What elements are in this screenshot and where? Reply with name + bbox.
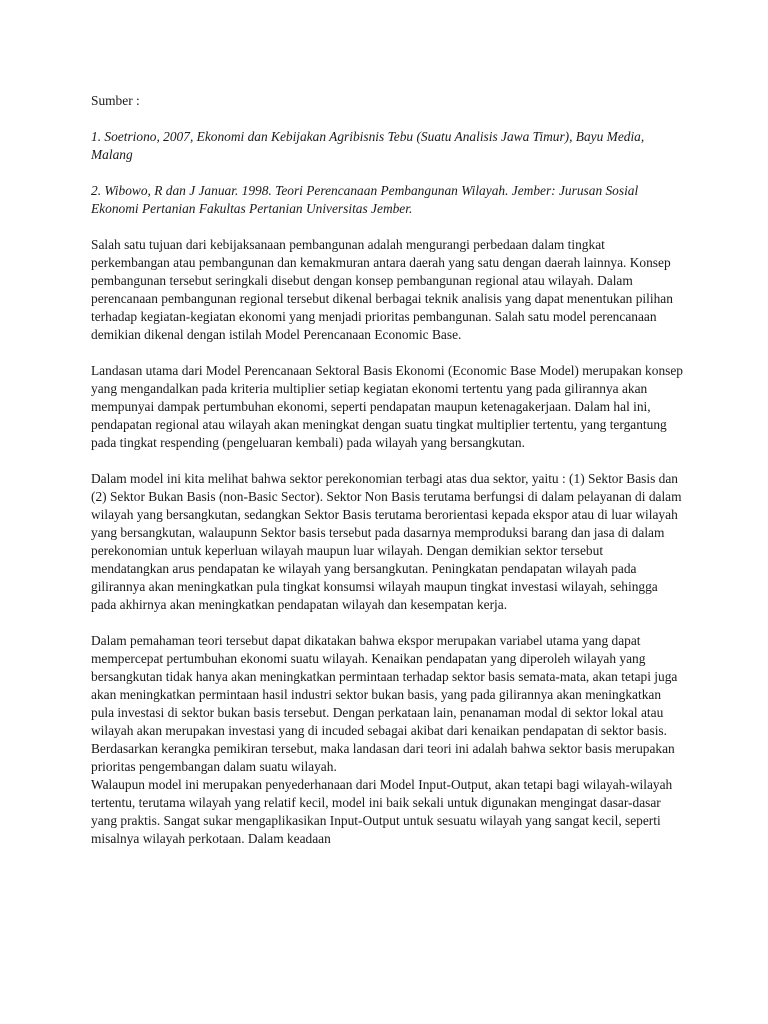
reference-2: 2. Wibowo, R dan J Januar. 1998. Teori Perencanaan Pembangunan Wilayah. Jember: Jurusan Sosial Ekonomi Pertanian Fakultas Pertanian Universitas Jember.	[91, 183, 639, 216]
paragraph-4: Dalam pemahaman teori tersebut dapat dikatakan bahwa ekspor merupakan variabel utama yang dapat mempercepat pertumbuhan ekonomi suatu wilayah. Kenaikan pendapatan yang diperoleh wilayah yang bersangkutan tidak hanya akan meningkatkan permintaan terhadap sektor basis semata-mata, akan tetapi juga akan meningkatkan permintaan hasil industri sektor bukan basis, yang pada gilirannya akan meningkatkan pula investasi di sektor bukan basis tersebut. Dengan perkataan lain, penanaman modal di sektor lokal atau wilayah akan merupakan investasi yang di incuded sebagai akibat dari kenaikan pendapatan di sektor basis. Berdasarkan kerangka pemikiran tersebut, maka landasan dari teori ini adalah bahwa sektor basis merupakan prioritas pengembangan dalam suatu wilayah.	[91, 633, 678, 774]
paragraph-2: Landasan utama dari Model Perencanaan Sektoral Basis Ekonomi (Economic Base Model) merupakan konsep yang mengandalkan pada kriteria multiplier setiap kegiatan ekonomi tertentu yang pada gilirannya akan mempunyai dampak pertumbuhan ekonomi, seperti pendapatan maupun ketenagakerjaan. Dalam hal ini, pendapatan regional atau wilayah akan meningkat dengan suatu tingkat multiplier tertentu, yang tergantung pada tingkat respending (pengeluaran kembali) pada wilayah yang bersangkutan.	[91, 363, 683, 450]
paragraph-1: Salah satu tujuan dari kebijaksanaan pembangunan adalah mengurangi perbedaan dalam tingkat perkembangan atau pembangunan dan kemakmuran antara daerah yang satu dengan daerah lainnya. Konsep pembangunan tersebut seringkali disebut dengan konsep pembangunan regional atau wilayah. Dalam perencanaan pembangunan regional tersebut dikenal berbagai teknik analisis yang dapat menentukan pilihan terhadap kegiatan-kegiatan ekonomi yang menjadi prioritas pembangunan. Salah satu model perencanaan demikian dikenal dengan istilah Model Perencanaan Economic Base.	[91, 237, 673, 342]
document-page	[91, 92, 683, 848]
paragraph-5: Walaupun model ini merupakan penyederhanaan dari Model Input-Output, akan tetapi bagi wilayah-wilayah tertentu, terutama wilayah yang relatif kecil, model ini baik sekali untuk digunakan mengingat dasar-dasar yang praktis. Sangat sukar mengaplikasikan Input-Output untuk sesuatu wilayah yang sangat kecil, seperti misalnya wilayah perkotaan. Dalam keadaan	[91, 777, 673, 846]
paragraph-3: Dalam model ini kita melihat bahwa sektor perekonomian terbagi atas dua sektor, yaitu : (1) Sektor Basis dan (2) Sektor Bukan Basis (non-Basic Sector). Sektor Non Basis terutama berfungsi di dalam pelayanan di dalam wilayah yang bersangkutan, sedangkan Sektor Basis terutama berorientasi kepada ekspor atau di luar wilayah yang bersangkutan, walaupunn Sektor basis tersebut pada dasarnya memproduksi barang dan jasa di dalam perekonomian untuk keperluan wilayah maupun luar wilayah. Dengan demikian sektor tersebut mendatangkan arus pendapatan ke wilayah yang bersangkutan. Peningkatan pendapatan wilayah pada gilirannya akan meningkatkan pula tingkat konsumsi wilayah maupun tingkat investasi wilayah, sehingga pada akhirnya akan meningkatkan pendapatan wilayah dan kesempatan kerja.	[91, 471, 682, 612]
reference-1: 1. Soetriono, 2007, Ekonomi dan Kebijakan Agribisnis Tebu (Suatu Analisis Jawa Timur), Bayu Media, Malang	[91, 129, 645, 162]
source-heading: Sumber :	[91, 93, 140, 108]
